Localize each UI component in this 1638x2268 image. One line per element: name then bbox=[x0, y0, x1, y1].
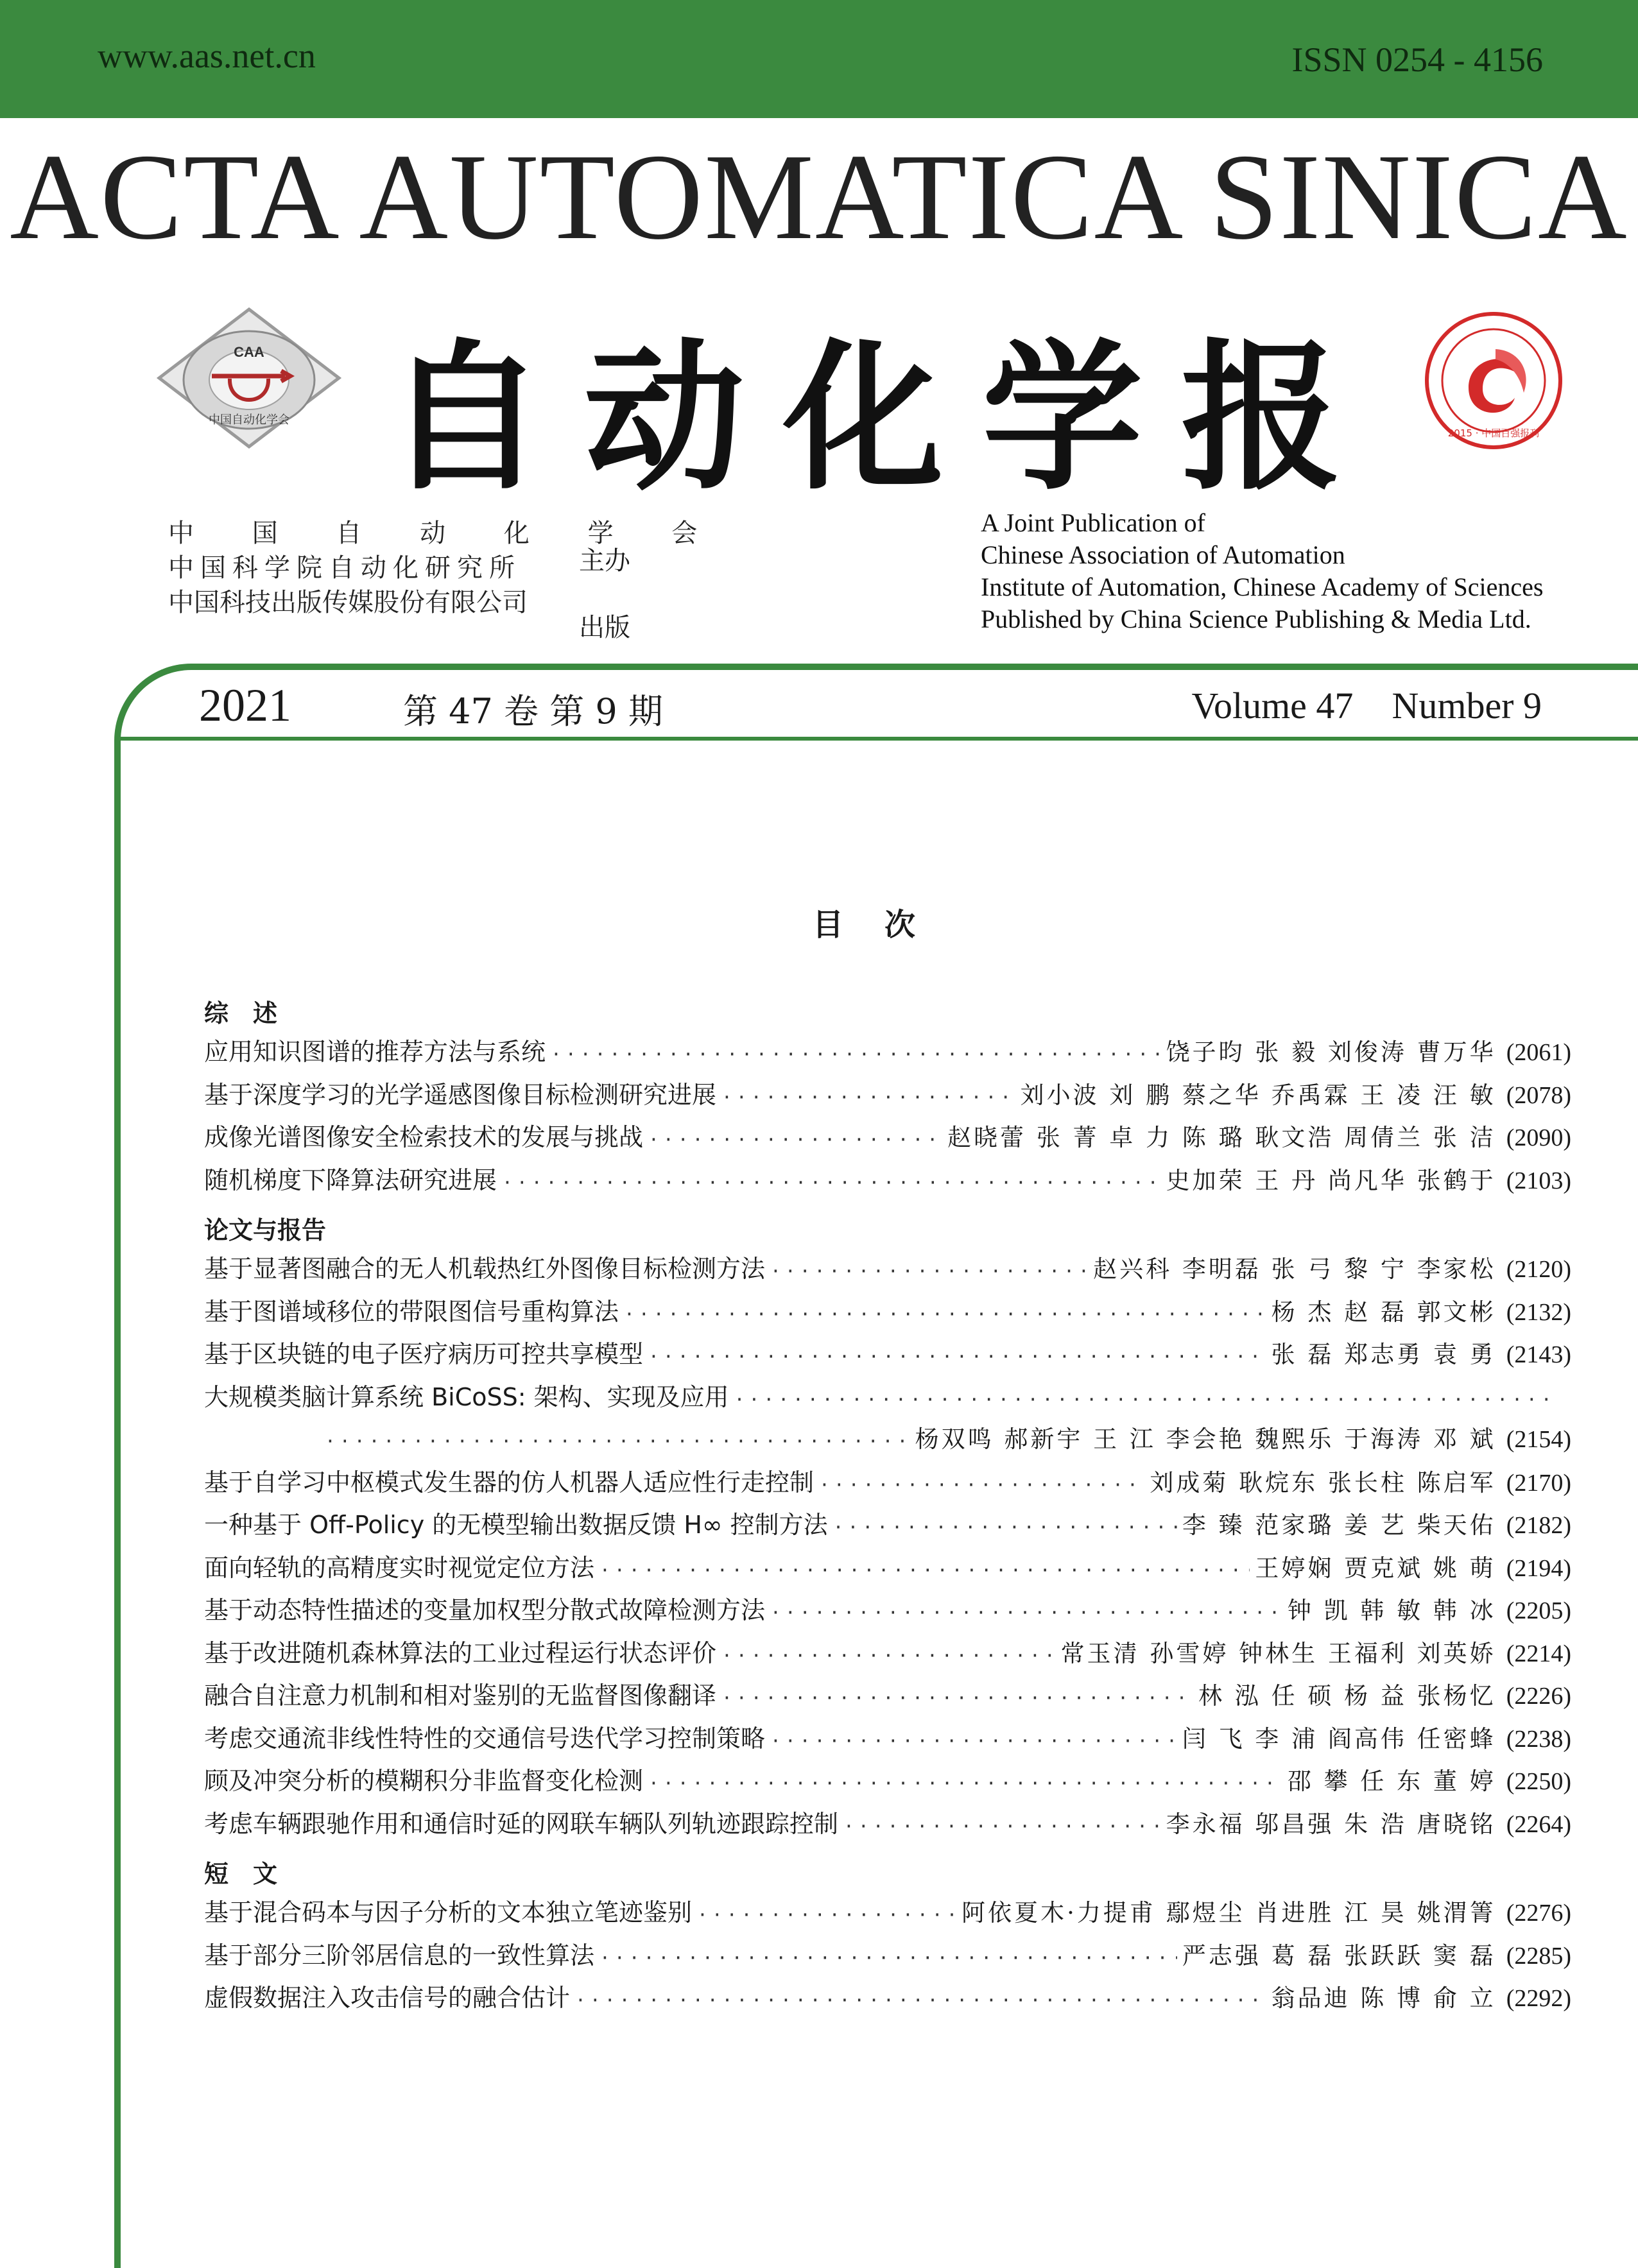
toc-entry-title[interactable]: 考虑交通流非线性特性的交通信号迭代学习控制策略 bbox=[204, 1724, 766, 1753]
issue-volume: Volume 47 bbox=[1191, 685, 1354, 726]
toc-entry-title[interactable]: 基于改进随机森林算法的工业过程运行状态评价 bbox=[204, 1638, 717, 1667]
dot-leader bbox=[833, 1506, 1177, 1549]
dot-leader bbox=[551, 1033, 1161, 1076]
toc-entry-page: (2154) bbox=[1506, 1426, 1571, 1453]
issue-number: Number 9 bbox=[1392, 685, 1542, 726]
toc-entry-title[interactable]: 基于区块链的电子医疗病历可控共享模型 bbox=[204, 1340, 644, 1368]
issue-year: 2021 bbox=[199, 680, 291, 731]
toc-entry[interactable] bbox=[204, 1159, 1571, 1202]
toc-entry[interactable] bbox=[204, 1891, 1571, 1934]
issue-volume-en bbox=[1192, 684, 1542, 727]
journal-title-cn: 自动化学报 bbox=[385, 325, 1380, 511]
toc-entry-title[interactable]: 基于动态特性描述的变量加权型分散式故障检测方法 bbox=[204, 1596, 766, 1624]
toc-entry-title[interactable]: 基于深度学习的光学遥感图像目标检测研究进展 bbox=[204, 1080, 717, 1109]
toc-title: 目次 bbox=[813, 907, 957, 943]
toc-entry-page: (2194) bbox=[1506, 1554, 1571, 1582]
caa-logo-icon bbox=[153, 304, 345, 452]
toc-entry-page: (2132) bbox=[1506, 1298, 1571, 1326]
toc-entry-title[interactable]: 基于部分三阶邻居信息的一致性算法 bbox=[204, 1941, 595, 1970]
toc-entry-page: (2143) bbox=[1506, 1341, 1571, 1368]
toc-entry[interactable] bbox=[204, 1248, 1571, 1291]
dot-leader bbox=[770, 1250, 1088, 1293]
toc-entry-page: (2238) bbox=[1506, 1725, 1571, 1753]
toc-entry-authors: 赵兴科 李明磊 张 弓 黎 宁 李家松 bbox=[1093, 1255, 1496, 1283]
table-of-contents bbox=[204, 996, 1571, 2020]
toc-entry[interactable] bbox=[204, 1504, 1571, 1547]
toc-entry[interactable] bbox=[204, 1674, 1571, 1717]
toc-entry-title[interactable]: 基于自学习中枢模式发生器的仿人机器人适应性行走控制 bbox=[204, 1468, 815, 1497]
toc-entry[interactable] bbox=[204, 1977, 1571, 2020]
toc-entry-authors: 常玉清 孙雪婷 钟林生 王福利 刘英娇 bbox=[1060, 1639, 1496, 1667]
dot-leader bbox=[599, 1937, 1177, 1980]
toc-entry[interactable] bbox=[204, 1934, 1571, 1977]
toc-entry-page: (2264) bbox=[1506, 1810, 1571, 1838]
dot-leader bbox=[770, 1592, 1282, 1635]
toc-entry-title[interactable]: 大规模类脑计算系统 BiCoSS: 架构、实现及应用 bbox=[204, 1382, 729, 1411]
toc-entry[interactable] bbox=[204, 1589, 1571, 1632]
toc-section-title: 综 述 bbox=[204, 999, 278, 1027]
toc-section-title: 短 文 bbox=[204, 1860, 278, 1888]
issn: ISSN 0254 - 4156 bbox=[1291, 40, 1543, 79]
issue-volume-cn: 第 47 卷 第 9 期 bbox=[403, 691, 663, 732]
toc-entry-title[interactable]: 一种基于 Off-Policy 的无模型输出数据反馈 H∞ 控制方法 bbox=[204, 1511, 828, 1539]
toc-entry-page: (2170) bbox=[1506, 1469, 1571, 1497]
top-band bbox=[0, 0, 1638, 118]
publisher-role: 出版 bbox=[579, 613, 630, 642]
toc-entry[interactable] bbox=[204, 1376, 1571, 1419]
toc-entry-title[interactable]: 基于混合码本与因子分析的文本独立笔迹鉴别 bbox=[204, 1898, 693, 1927]
toc-entry-page: (2078) bbox=[1506, 1081, 1571, 1109]
toc-entry[interactable] bbox=[204, 1632, 1571, 1675]
toc-entry-title[interactable]: 随机梯度下降算法研究进展 bbox=[204, 1165, 497, 1194]
dot-leader bbox=[843, 1805, 1161, 1848]
toc-entry-page: (2276) bbox=[1506, 1900, 1571, 1927]
dot-leader bbox=[648, 1119, 942, 1162]
toc-entry-page: (2120) bbox=[1506, 1256, 1571, 1283]
dot-leader bbox=[721, 1677, 1193, 1720]
dot-leader bbox=[648, 1336, 1266, 1379]
publisher-cn-2: 中国科学院自动化研究所 bbox=[168, 553, 521, 583]
dot-leader bbox=[325, 1420, 910, 1463]
toc-entry[interactable] bbox=[204, 1547, 1571, 1590]
toc-entry[interactable] bbox=[204, 1074, 1571, 1117]
toc-entry[interactable] bbox=[204, 1461, 1571, 1504]
toc-entry-title[interactable]: 面向轻轨的高精度实时视觉定位方法 bbox=[204, 1553, 595, 1582]
toc-entry-authors: 李 臻 范家璐 姜 艺 柴天佑 bbox=[1182, 1511, 1496, 1539]
toc-entry-page: (2061) bbox=[1506, 1039, 1571, 1066]
publisher-en-4: Published by China Science Publishing & Media Ltd. bbox=[981, 605, 1531, 633]
dot-leader bbox=[721, 1076, 1015, 1119]
toc-entry-title[interactable]: 基于显著图融合的无人机载热红外图像目标检测方法 bbox=[204, 1255, 766, 1283]
toc-entry[interactable] bbox=[204, 1803, 1571, 1846]
dot-leader bbox=[624, 1293, 1266, 1336]
website-url[interactable]: www.aas.net.cn bbox=[98, 37, 316, 75]
caa-logo-label: CAA bbox=[234, 344, 264, 360]
toc-entry-authors: 张 磊 郑志勇 袁 勇 bbox=[1271, 1341, 1496, 1368]
publisher-cn-3: 中国科技出版传媒股份有限公司 bbox=[168, 588, 528, 617]
toc-entry[interactable] bbox=[204, 1418, 1571, 1461]
toc-entry-authors: 阿依夏木·力提甫 鄢煜尘 肖进胜 江 昊 姚渭箐 bbox=[961, 1899, 1496, 1927]
dot-leader bbox=[734, 1379, 1556, 1422]
toc-entry-page: (2292) bbox=[1506, 1985, 1571, 2012]
toc-entry-page: (2214) bbox=[1506, 1640, 1571, 1667]
toc-entry-page: (2182) bbox=[1506, 1512, 1571, 1539]
anniversary-seal-icon bbox=[1424, 311, 1564, 451]
toc-section-title: 论文与报告 bbox=[204, 1216, 327, 1244]
toc-entry-authors: 刘小波 刘 鹏 蔡之华 乔禹霖 王 凌 汪 敏 bbox=[1020, 1081, 1496, 1109]
anniversary-seal-text: 2015 · 中国百强报刊 bbox=[1447, 427, 1540, 439]
toc-entry-title[interactable]: 基于图谱域移位的带限图信号重构算法 bbox=[204, 1297, 619, 1326]
toc-entry[interactable] bbox=[204, 1031, 1571, 1074]
dot-leader bbox=[721, 1635, 1056, 1678]
dot-leader bbox=[648, 1762, 1282, 1805]
publishers-en bbox=[981, 507, 1543, 635]
toc-entry-title[interactable]: 考虑车辆跟驰作用和通信时延的网联车辆队列轨迹跟踪控制 bbox=[204, 1809, 839, 1838]
toc-entry-title[interactable]: 成像光谱图像安全检索技术的发展与挑战 bbox=[204, 1123, 644, 1151]
toc-entry[interactable] bbox=[204, 1333, 1571, 1376]
toc-entry-authors: 赵晓蕾 张 菁 卓 力 陈 璐 耿文浩 周倩兰 张 洁 bbox=[947, 1124, 1496, 1151]
toc-entry-authors: 史加荣 王 丹 尚凡华 张鹤于 bbox=[1166, 1166, 1496, 1194]
publisher-cn-1: 中 国 自 动 化 学 会 bbox=[168, 519, 723, 548]
toc-entry[interactable] bbox=[204, 1116, 1571, 1159]
toc-entry-authors: 杨 杰 赵 磊 郭文彬 bbox=[1271, 1298, 1496, 1326]
publisher-en-1: A Joint Publication of bbox=[981, 508, 1205, 537]
dot-leader bbox=[599, 1549, 1250, 1592]
toc-entry-title[interactable]: 应用知识图谱的推荐方法与系统 bbox=[204, 1038, 546, 1066]
toc-entry-page: (2250) bbox=[1506, 1768, 1571, 1795]
toc-entry-authors: 林 泓 任 硕 杨 益 张杨忆 bbox=[1198, 1682, 1496, 1710]
dot-leader bbox=[770, 1720, 1177, 1763]
toc-entry-authors: 杨双鸣 郝新宇 王 江 李会艳 魏熙乐 于海涛 邓 斌 bbox=[915, 1425, 1496, 1453]
toc-entry-page: (2103) bbox=[1506, 1167, 1571, 1194]
toc-entry-authors: 邵 攀 任 东 董 婷 bbox=[1287, 1767, 1496, 1795]
toc-entry-page: (2285) bbox=[1506, 1942, 1571, 1970]
dot-leader bbox=[502, 1162, 1161, 1205]
publisher-en-3: Institute of Automation, Chinese Academy of Sciences bbox=[981, 572, 1544, 601]
toc-entry-title[interactable]: 融合自注意力机制和相对鉴别的无监督图像翻译 bbox=[204, 1681, 717, 1710]
toc-entry[interactable] bbox=[204, 1291, 1571, 1334]
toc-entry-authors: 翁品迪 陈 博 俞 立 bbox=[1271, 1984, 1496, 2012]
toc-entry-page: (2226) bbox=[1506, 1683, 1571, 1710]
toc-entry-authors: 闫 飞 李 浦 阎高伟 任密蜂 bbox=[1182, 1724, 1496, 1753]
publishers-cn bbox=[168, 516, 722, 620]
toc-entry-title[interactable]: 顾及冲突分析的模糊积分非监督变化检测 bbox=[204, 1767, 644, 1795]
dot-leader bbox=[819, 1464, 1144, 1507]
toc-entry-authors: 严志强 葛 磊 张跃跃 窦 磊 bbox=[1182, 1941, 1496, 1970]
issue-divider bbox=[121, 737, 1638, 741]
dot-leader bbox=[575, 1979, 1266, 2022]
toc-entry-page: (2205) bbox=[1506, 1597, 1571, 1624]
sponsor-role: 主办 bbox=[579, 546, 630, 576]
toc-entry[interactable] bbox=[204, 1760, 1571, 1803]
dot-leader bbox=[697, 1894, 956, 1937]
toc-entry-authors: 王婷娴 贾克斌 姚 萌 bbox=[1255, 1554, 1496, 1582]
toc-entry[interactable] bbox=[204, 1717, 1571, 1760]
toc-entry-authors: 钟 凯 韩 敏 韩 冰 bbox=[1287, 1597, 1496, 1624]
toc-entry-authors: 李永福 邬昌强 朱 浩 唐晓铭 bbox=[1166, 1810, 1496, 1838]
toc-entry-authors: 饶子昀 张 毅 刘俊涛 曹万华 bbox=[1166, 1038, 1496, 1066]
toc-entry-authors: 刘成菊 耿烷东 张长柱 陈启军 bbox=[1150, 1468, 1496, 1497]
toc-entry-page: (2090) bbox=[1506, 1124, 1571, 1151]
publisher-en-2: Chinese Association of Automation bbox=[981, 540, 1345, 569]
toc-entry-title[interactable]: 虚假数据注入攻击信号的融合估计 bbox=[204, 1984, 571, 2012]
journal-title-en: ACTA AUTOMATICA SINICA bbox=[10, 128, 1628, 265]
caa-logo-ring-text: 中国自动化学会 bbox=[209, 413, 289, 427]
